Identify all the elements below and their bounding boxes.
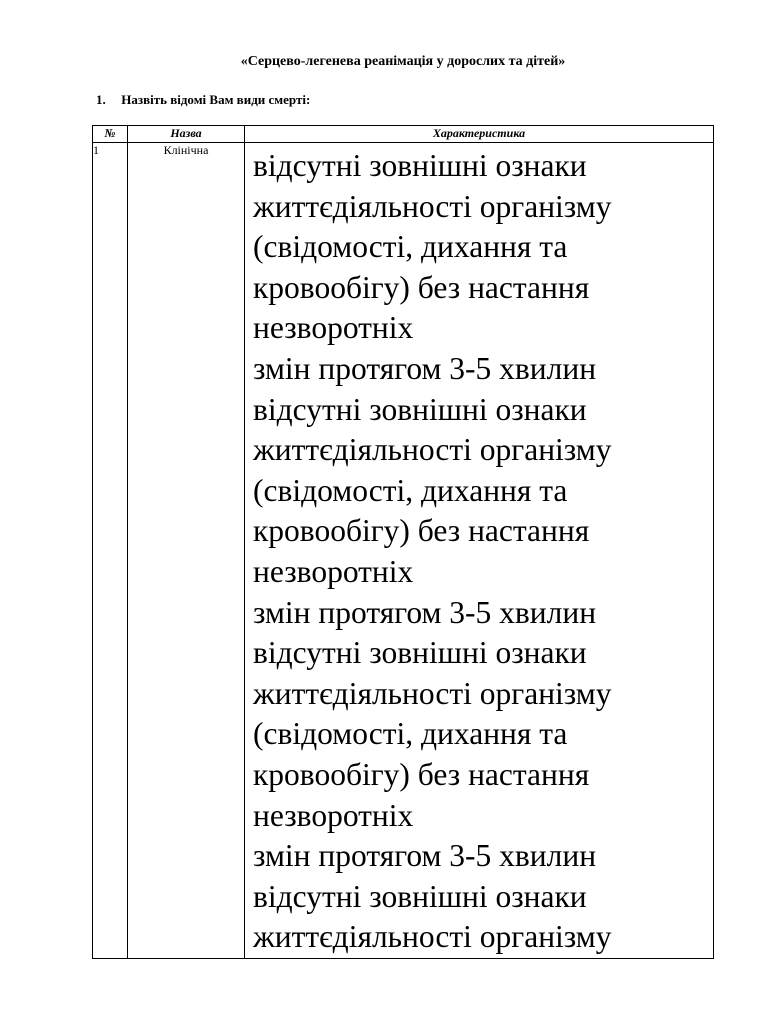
header-number: № [93, 126, 128, 143]
characteristic-line: змін протягом 3-5 хвилин [253, 594, 597, 630]
characteristic-line: кровообігу) без настання [253, 269, 590, 305]
characteristic-line: життєдіяльності організму [253, 675, 612, 711]
characteristic-line: (свідомості, дихання та [253, 716, 568, 752]
characteristic-line: кровообігу) без настання [253, 513, 590, 549]
characteristic-line: незворотніх [253, 797, 414, 833]
table-header-row [93, 126, 714, 143]
row-name: Клінічна [128, 143, 245, 959]
characteristic-line: відсутні зовнішні ознаки [253, 391, 587, 427]
death-types-table [92, 125, 714, 959]
characteristic-line: змін протягом 3-5 хвилин [253, 838, 597, 874]
question-text: Назвіть відомі Вам види смерті: [121, 92, 311, 107]
characteristic-line: (свідомості, дихання та [253, 229, 568, 265]
header-name: Назва [128, 126, 245, 143]
characteristic-line: відсутні зовнішні ознаки [253, 148, 587, 183]
question-number: 1. [96, 92, 106, 107]
row-characteristic [245, 143, 714, 959]
characteristic-line: кровообігу) без настання [253, 756, 590, 792]
characteristic-line: відсутні зовнішні ознаки [253, 635, 587, 671]
characteristic-line: життєдіяльності організму [253, 919, 612, 955]
characteristic-line: змін протягом 3-5 хвилин [253, 350, 597, 386]
document-title: «Серцево-легенева реанімація у дорослих та дітей» [240, 54, 566, 69]
row-number: 1 [93, 143, 128, 959]
characteristic-line: життєдіяльності організму [253, 432, 612, 468]
characteristic-line: незворотніх [253, 310, 414, 346]
characteristic-line: незворотніх [253, 553, 414, 589]
table-row [93, 143, 714, 959]
characteristic-line: відсутні зовнішні ознаки [253, 878, 587, 914]
header-characteristic: Характеристика [245, 126, 714, 143]
characteristic-line: (свідомості, дихання та [253, 472, 568, 508]
question-1 [96, 92, 310, 108]
characteristic-text [245, 143, 713, 958]
characteristic-line: життєдіяльності організму [253, 188, 612, 224]
